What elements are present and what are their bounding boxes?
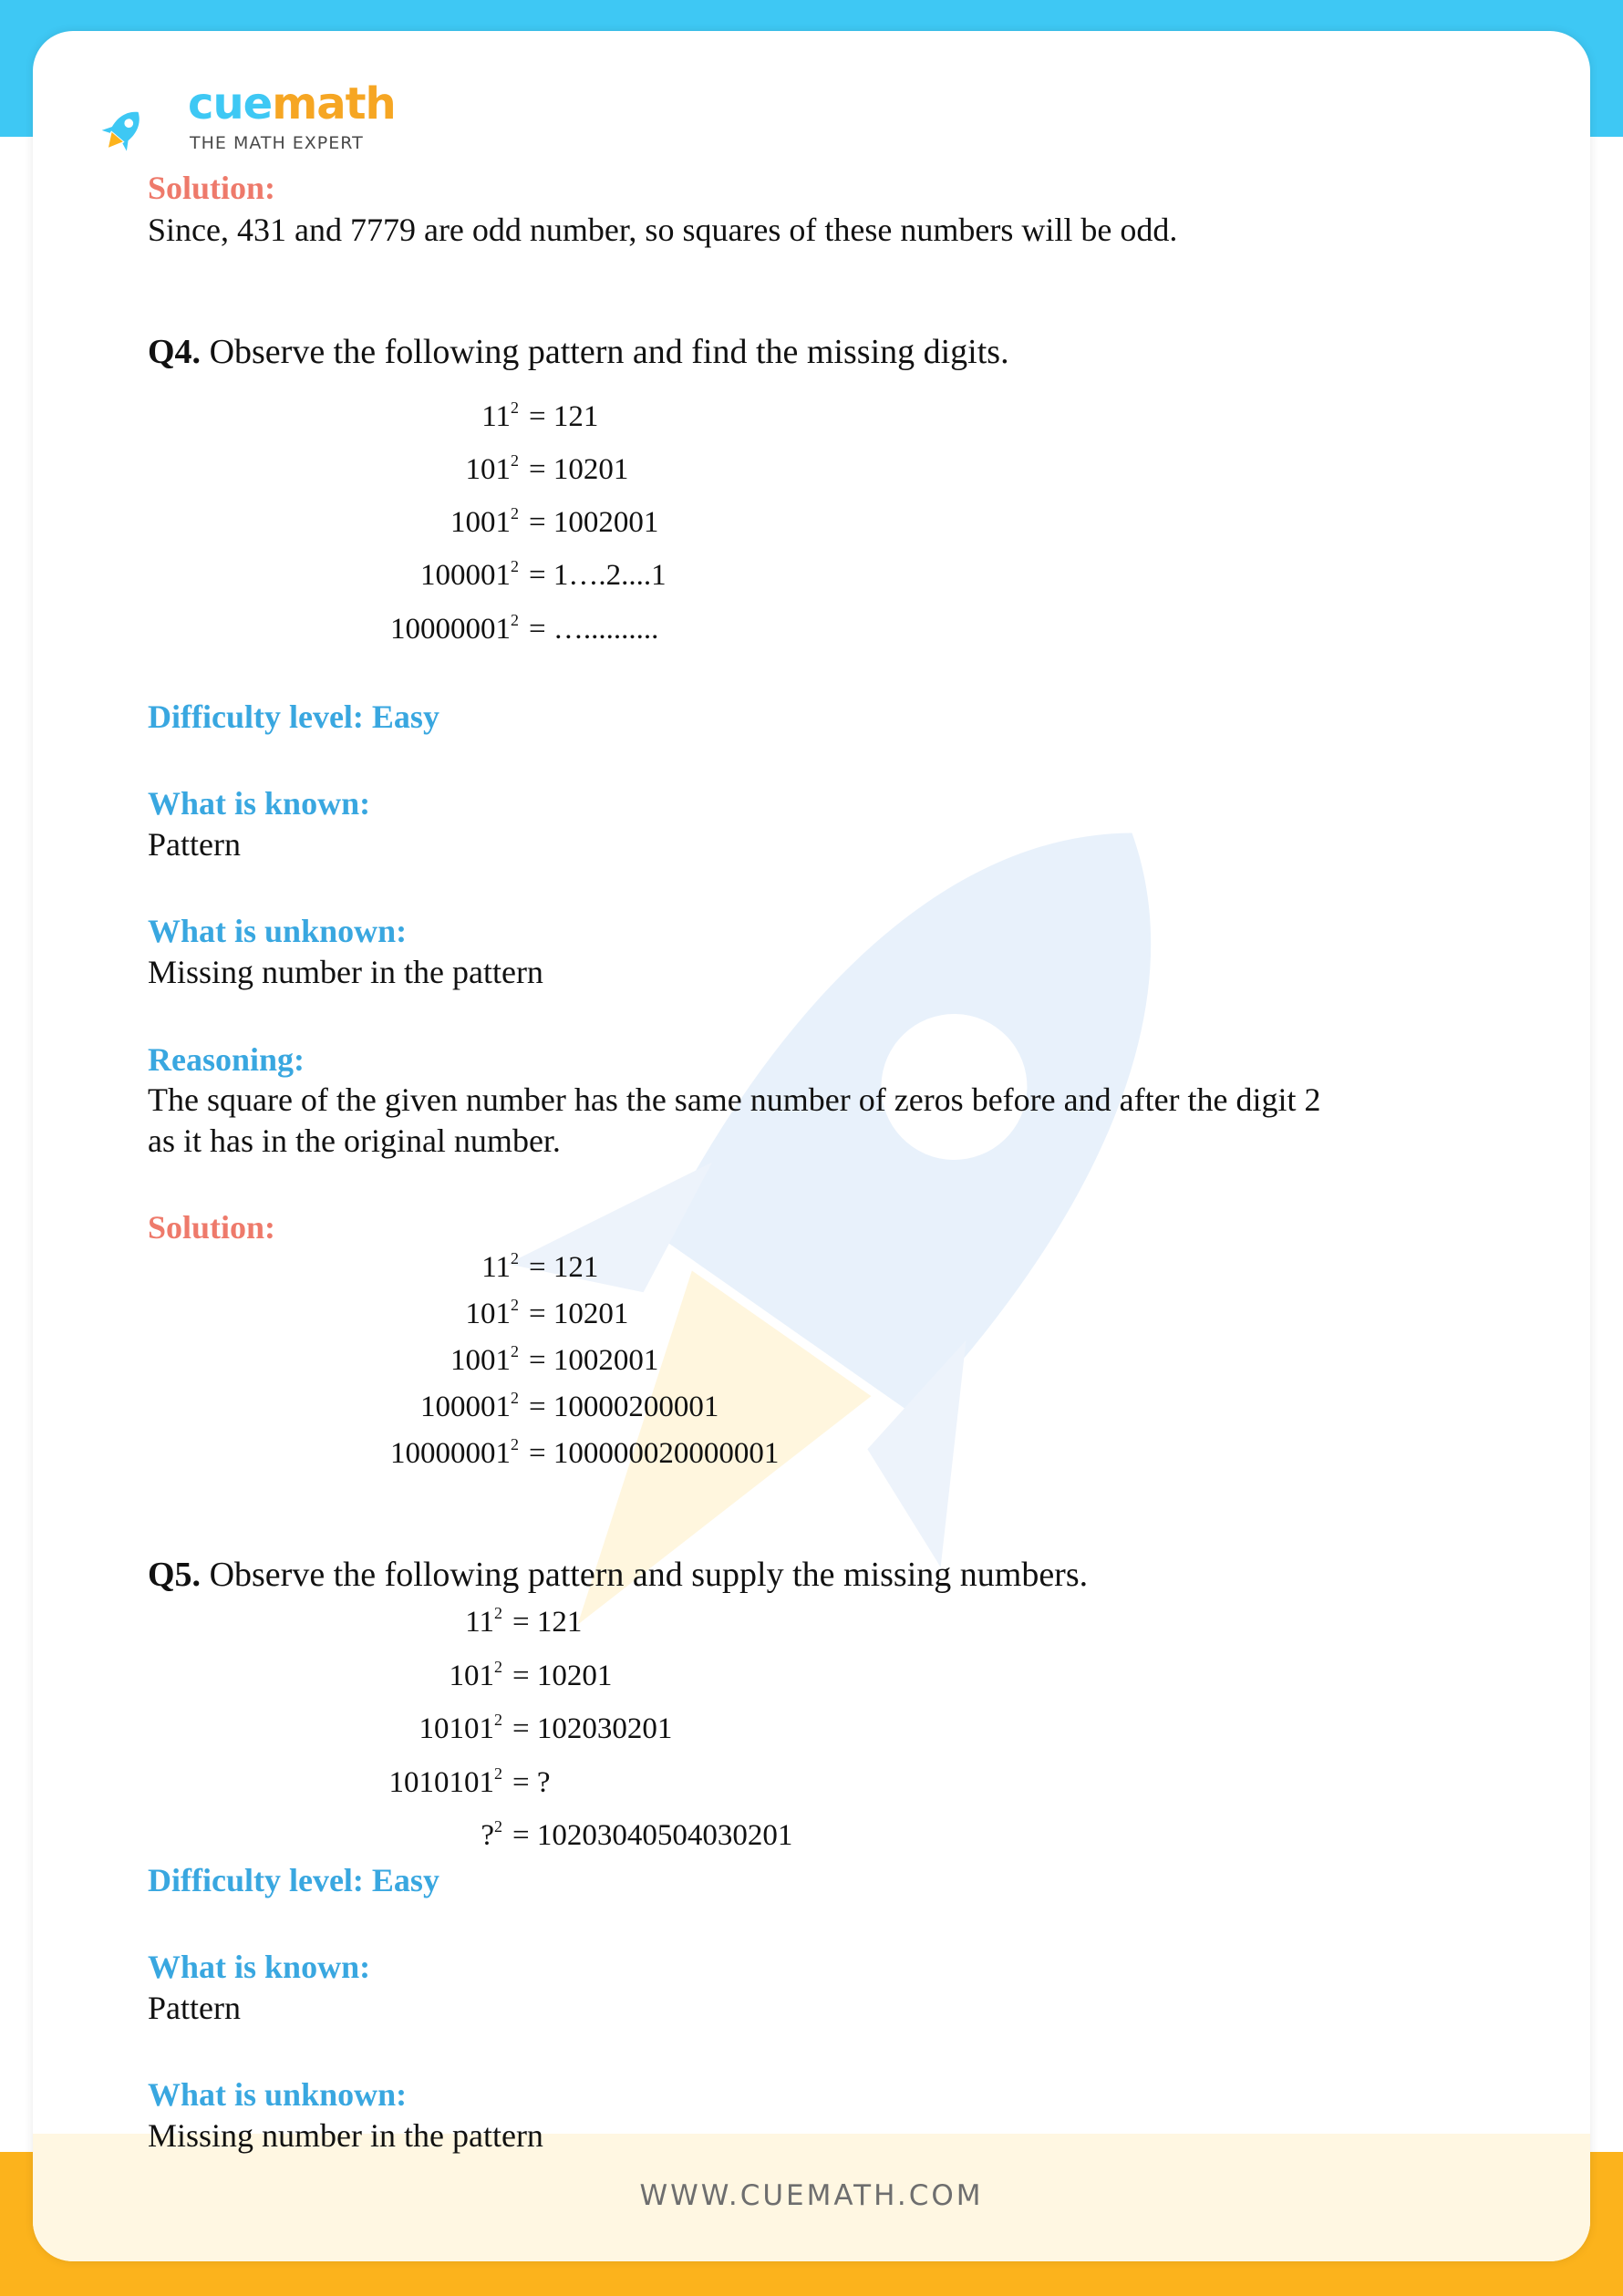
q5-question: Q5. Observe the following pattern and supply the missing numbers. xyxy=(148,1556,1089,1594)
q4-question: Q4. Observe the following pattern and find the missing digits. xyxy=(148,333,1009,371)
q5-unknown-text: Missing number in the pattern xyxy=(148,2117,543,2154)
q4-difficulty: Difficulty level: Easy xyxy=(148,698,439,735)
q4-reasoning-heading: Reasoning: xyxy=(148,1041,305,1078)
q5-difficulty: Difficulty level: Easy xyxy=(148,1862,439,1898)
page-card: WWW.CUEMATH.COM cuemath THE MATH EXPERT Solution: Since, 431 and 7779 are odd number, so squares of these numbers will be odd. Q4. Observe the following pattern and find the missing digits. $11^2$ = 121 $101^2$ = 10201 1001$^2$ = 1002001 100001$^2$ = 1….2....1 10000001$^2$ = ….......... Difficulty level: Easy What is known: Pattern What is unknown: Missing number in the pattern Reasoning: The square of the given number has the same number of zeros before and after the digit 2 as it has in the original number. Solution: $11^2$ = 121 $101^2$ = 10201 1001$^2$ = 1002001 100001$^2$ = 10000200001 10000001$^2$ = 100000020000001 Q5. Observe the following pattern and supply the missing numbers. $11^2$ = 121 $101^2$ = 10201 10101$^2$ = 102030201 1010101$^2$ = ? ?$^2$ = 10203040504030201 Difficulty level: Easy What is known: Pattern What is unknown: Missing number in the pattern xyxy=(33,31,1590,2261)
q4-unknown-heading: What is unknown: xyxy=(148,913,408,949)
q3-solution-heading: Solution: xyxy=(148,170,276,206)
q4-unknown-text: Missing number in the pattern xyxy=(148,954,543,990)
q4-known-heading: What is known: xyxy=(148,785,371,822)
q5-known-text: Pattern xyxy=(148,1990,241,2026)
q4-solution-heading: Solution: xyxy=(148,1209,276,1246)
brand-tagline: THE MATH EXPERT xyxy=(190,133,364,153)
brand-wordmark: cuemath xyxy=(188,78,396,129)
footer-url[interactable]: WWW.CUEMATH.COM xyxy=(639,2179,984,2212)
q3-solution-text: Since, 431 and 7779 are odd number, so squares of these numbers will be odd. xyxy=(148,212,1178,248)
q5-known-heading: What is known: xyxy=(148,1949,371,1985)
q5-unknown-heading: What is unknown: xyxy=(148,2076,408,2113)
q4-reasoning-line: The square of the given number has the same number of zeros before and after the digit 2 xyxy=(148,1081,1321,1118)
q4-reasoning-line: as it has in the original number. xyxy=(148,1122,561,1159)
q4-known-text: Pattern xyxy=(148,826,241,863)
